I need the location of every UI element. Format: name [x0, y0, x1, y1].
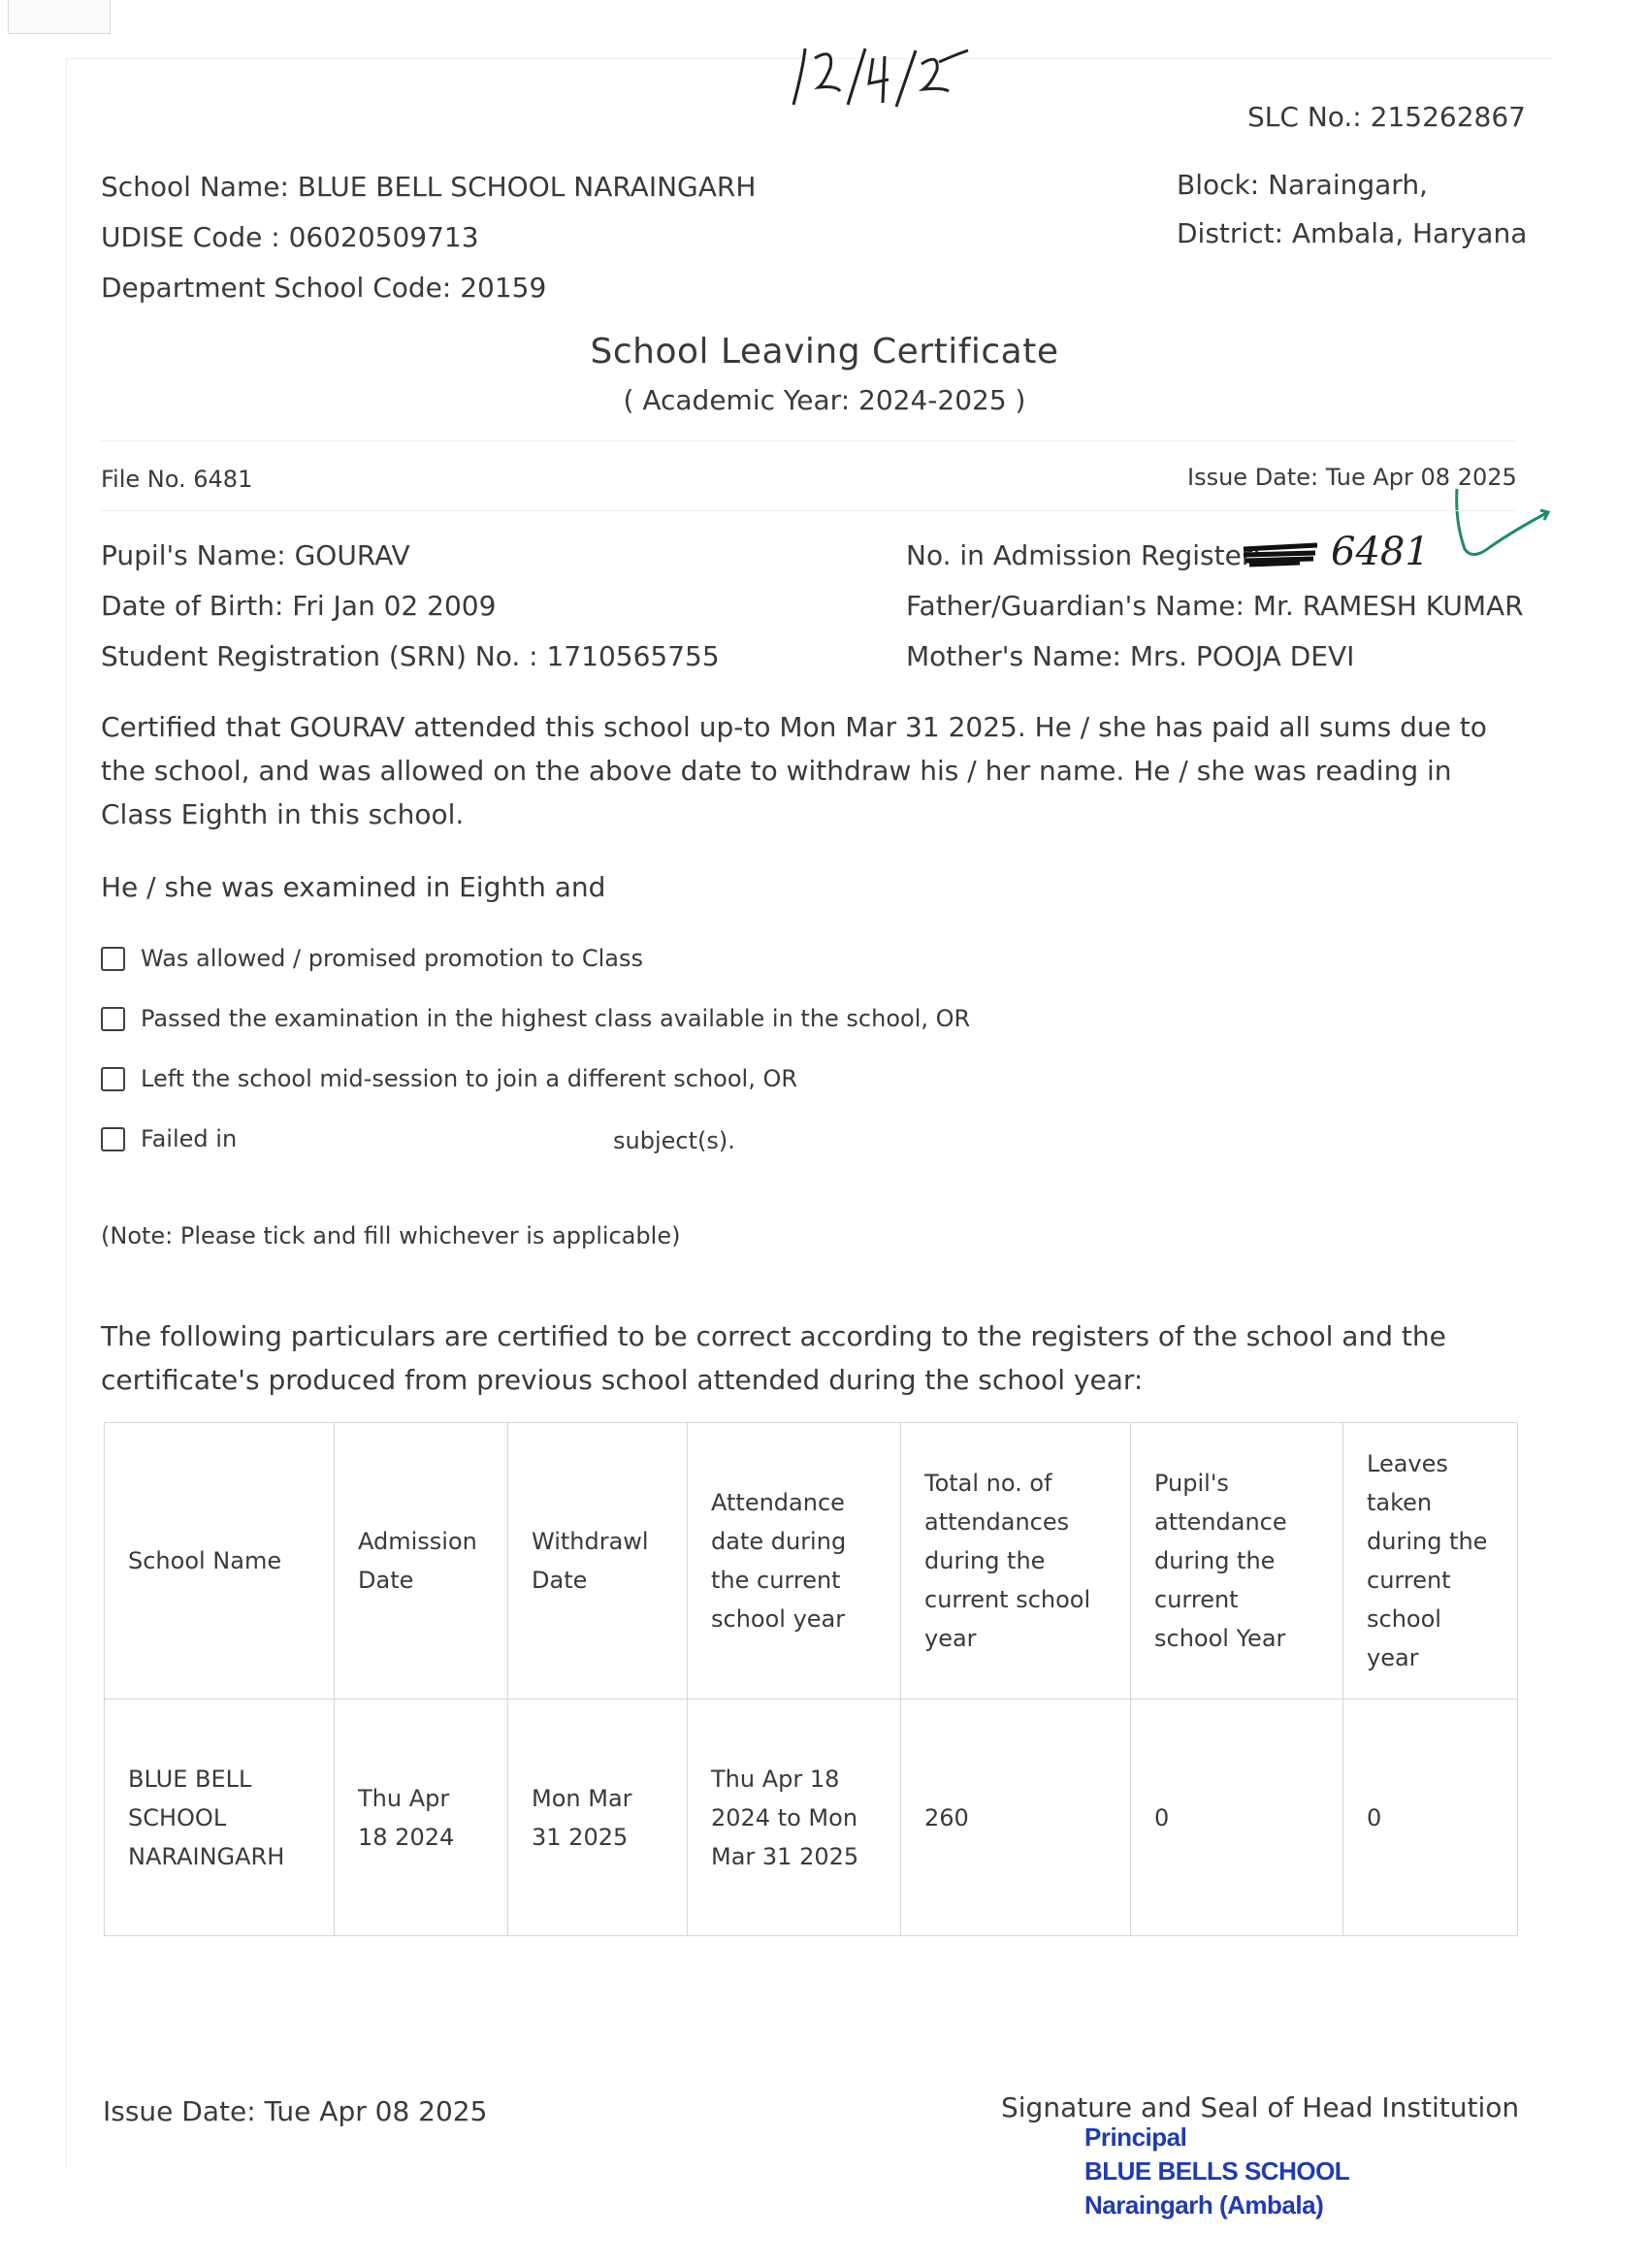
cell-pupil-attendance: 0 — [1131, 1700, 1343, 1936]
page-corner-tab — [8, 0, 111, 34]
checkbox[interactable] — [101, 947, 125, 971]
school-name-line: School Name: BLUE BELL SCHOOL NARAINGARH — [101, 171, 757, 203]
certification-paragraph: Certified that GOURAV attended this school up-to Mon Mar 31 2025. He / she has paid all sums due to the school, and was allowed on the above date to withdraw his / her name. He / she was reading in Class Eighth in this school. — [101, 711, 1487, 830]
certificate-title: School Leaving Certificate — [590, 332, 1059, 372]
divider — [101, 440, 1515, 441]
academic-year: ( Academic Year: 2024-2025 ) — [623, 384, 1026, 416]
cell-attendance-date: Thu Apr 18 2024 to Mon Mar 31 2025 — [688, 1700, 901, 1936]
checkbox[interactable] — [101, 1127, 125, 1151]
note-text: (Note: Please tick and fill whichever is applicable) — [101, 1222, 681, 1249]
header-withdrawl-date: Withdrawl Date — [508, 1423, 688, 1700]
option-left-mid-session[interactable]: Left the school mid-session to join a different school, OR — [101, 1065, 797, 1092]
cell-withdrawl-date: Mon Mar 31 2025 — [508, 1700, 688, 1936]
divider — [101, 510, 1515, 511]
header-attendance-date: Attendance date during the current school year — [688, 1423, 901, 1700]
table-row — [105, 1700, 1518, 1936]
stamp-line: BLUE BELLS SCHOOL — [1084, 2156, 1350, 2186]
header-total-attendances: Total no. of attendances during the current school year — [901, 1423, 1131, 1700]
particulars-intro: The following particulars are certified to be correct according to the registers of the school and the certificate's produced from previous school attended during the school year: — [101, 1320, 1446, 1396]
cell-admission-date: Thu Apr 18 2024 — [335, 1700, 508, 1936]
table-header-row — [105, 1423, 1518, 1700]
option-passed-highest-class[interactable]: Passed the examination in the highest class available in the school, OR — [101, 1005, 970, 1032]
srn-number: Student Registration (SRN) No. : 1710565755 — [101, 640, 720, 672]
checkbox[interactable] — [101, 1067, 125, 1091]
subjects-suffix: subject(s). — [613, 1127, 735, 1154]
handwritten-date-note — [776, 29, 980, 126]
header-admission-date: Admission Date — [335, 1423, 508, 1700]
district-line: District: Ambala, Haryana — [1177, 217, 1528, 249]
particulars-table — [104, 1422, 1518, 1936]
header-leaves-taken: Leaves taken during the current school year — [1343, 1423, 1518, 1700]
issue-date-footer: Issue Date: Tue Apr 08 2025 — [103, 2095, 488, 2127]
udise-code-line: UDISE Code : 06020509713 — [101, 221, 479, 253]
father-name: Father/Guardian's Name: Mr. RAMESH KUMAR — [906, 590, 1524, 622]
admission-register-label: No. in Admission Register: — [906, 539, 1262, 571]
option-failed-in[interactable]: Failed in — [101, 1125, 237, 1152]
redaction-scribble — [1242, 539, 1319, 568]
header-school-name: School Name — [105, 1423, 335, 1700]
slc-number: SLC No.: 215262867 — [1247, 101, 1526, 133]
pupil-name: Pupil's Name: GOURAV — [101, 539, 410, 571]
examined-line: He / she was examined in Eighth and — [101, 871, 606, 903]
signature-label: Signature and Seal of Head Institution — [1001, 2091, 1520, 2123]
admission-register-line — [906, 539, 1261, 571]
block-line: Block: Naraingarh, — [1177, 169, 1428, 201]
date-of-birth: Date of Birth: Fri Jan 02 2009 — [101, 590, 497, 622]
file-number: File No. 6481 — [101, 466, 253, 493]
principal-stamp — [1084, 2121, 1349, 2222]
cell-total-attendances: 260 — [901, 1700, 1131, 1936]
stamp-line: Principal — [1084, 2122, 1187, 2152]
admission-handwritten-number: 6481 — [1331, 530, 1430, 574]
department-code-line: Department School Code: 20159 — [101, 272, 547, 304]
issue-date-top: Issue Date: Tue Apr 08 2025 — [1187, 464, 1517, 491]
stamp-line: Naraingarh (Ambala) — [1084, 2190, 1324, 2219]
header-pupil-attendance: Pupil's attendance during the current school Year — [1131, 1423, 1343, 1700]
option-promotion[interactable]: Was allowed / promised promotion to Class — [101, 945, 643, 972]
pen-tick-mark — [1451, 483, 1552, 565]
checkbox[interactable] — [101, 1007, 125, 1031]
cell-leaves-taken: 0 — [1343, 1700, 1518, 1936]
cell-school-name: BLUE BELL SCHOOL NARAINGARH — [105, 1700, 335, 1936]
mother-name: Mother's Name: Mrs. POOJA DEVI — [906, 640, 1355, 672]
